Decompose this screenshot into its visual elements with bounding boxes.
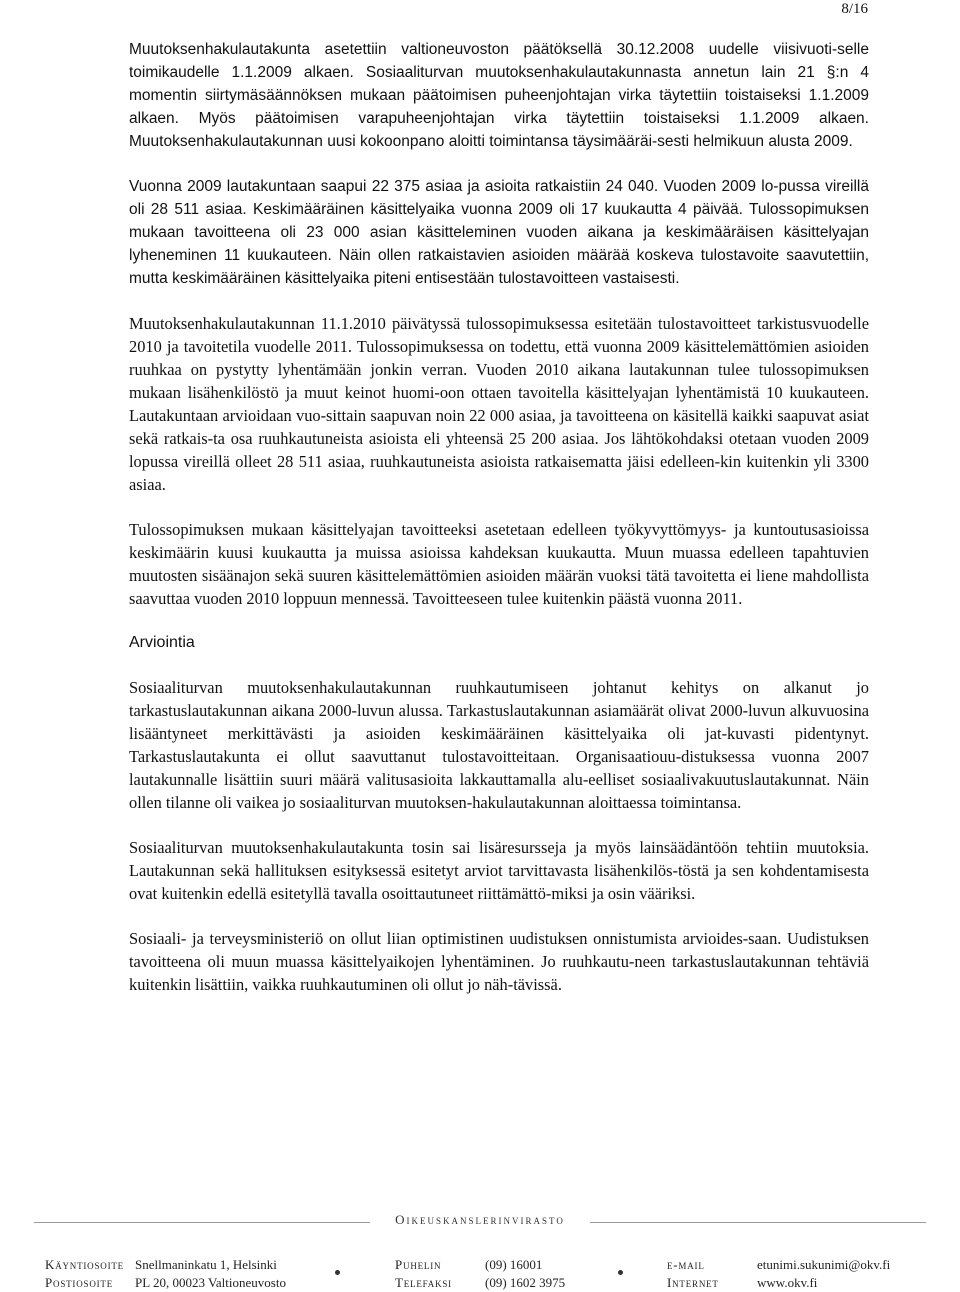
paragraph-4: Tulossopimuksen mukaan käsittelyajan tavoitteeksi asetetaan edelleen työkyvyttömyys- ja kuntoutusasioissa keskimäärin kuusi kuukautta ja muissa asioissa kahdeksan kuukautta. Muun muassa edelleen tapahtuvien muutosten sisäänajon sekä suuren käsittelemättömien asioiden määrän vuoksi tätä tavoitetta ei liene mahdollista saavuttaa vuoden 2010 loppuun mennessä. Tavoitteeseen tulee kuitenkin päästä vuonna 2011. <box>129 520 869 608</box>
fax-label: Telefaksi <box>395 1275 452 1290</box>
paragraph-1: Muutoksenhakulautakunta asetettiin valtioneuvoston päätöksellä 30.12.2008 uudelle viisivuoti-selle toimikaudelle 1.1.2009 alkaen. Sosiaaliturvan muutoksenhakulautakunnasta annetun lain 21 §:n 4 momentin siirtymäsäännöksen mukaan päätoimisen puheenjohtajan virka täytettiin toistaiseksi 1.1.2009 alkaen. Myös päätoimisen varapuheenjohtajan virka täytettiin toistaiseksi 1.1.2009 alkaen. Muutoksenhakulautakunnan uusi kokoonpano aloitti toimintansa täysimääräi-sesti helmikuun alusta 2009. <box>129 41 869 150</box>
visit-address-label: Käyntiosoite <box>45 1257 124 1272</box>
email-label: e-mail <box>667 1257 705 1272</box>
paragraph-3: Muutoksenhakulautakunnan 11.1.2010 päivätyssä tulossopimuksessa esitetään tulostavoitteet tarkistusvuodelle 2010 ja tavoitetila vuodelle 2011. Tulossopimuksessa on todettu, että vuonna 2009 käsittelemättömien asioiden ruuhkaa on pystytty lyhentämään jonkin verran. Vuoden 2010 aikana lautakunnan tulee tulossopimuksen mukaan lisähenkilöstö ja muut keinot huomi-oon ottaen tavoitella käsittelyajan lyhentämistä 10 kuukauteen. Lautakuntaan arvioidaan vuo-sittain saapuvan noin 22 000 asiaa, ja tavoitteena on käsitellä kaikki saapuvat asiat sekä ratkais-ta osa ruuhkautuneista asioista eli yhteensä 25 200 asiaa. Jos lähtökohdaksi otetaan vuoden 2009 lopussa vireillä olleet 28 511 asiaa, ruuhkautuneista asioista ratkaisematta jäisi edelleen-kin kuitenkin yli 3300 asiaa. <box>129 314 869 494</box>
postal-address-label: Postiosoite <box>45 1275 114 1290</box>
web-address[interactable]: www.okv.fi <box>757 1275 818 1290</box>
footer-divider-right <box>590 1222 926 1223</box>
web-label: Internet <box>667 1275 719 1290</box>
section-heading: Arviointia <box>129 634 195 651</box>
fax-number: (09) 1602 3975 <box>485 1275 566 1290</box>
footer-brand: Oikeuskanslerinvirasto <box>395 1212 565 1227</box>
footer-bullet-icon <box>618 1270 623 1275</box>
footer-contact <box>45 1256 925 1292</box>
phone-number: (09) 16001 <box>485 1257 543 1272</box>
paragraph-6: Sosiaaliturvan muutoksenhakulautakunta tosin sai lisäresursseja ja myös lainsäädäntöön tehtiin muutoksia. Lautakunnan sekä hallituksen esityksessä esitetyt arviot tarvittavasta lisähenkilös-töstä ja sen kohdentamisesta ovat kuitenkin edellä esitetyllä tavalla osoittautuneet riittämättö-miksi ja osin vääriksi. <box>129 838 869 903</box>
visit-address: Snellmaninkatu 1, Helsinki <box>135 1257 277 1272</box>
footer-divider-left <box>34 1222 370 1223</box>
phone-label: Puhelin <box>395 1257 442 1272</box>
page-number: 8/16 <box>841 1 868 17</box>
paragraph-2: Vuonna 2009 lautakuntaan saapui 22 375 asiaa ja asioita ratkaistiin 24 040. Vuoden 2009 lo-pussa vireillä oli 28 511 asiaa. Keskimääräinen käsittelyaika vuonna 2009 oli 17 kuukautta 4 päivää. Tulossopimuksen mukaan tavoitteena oli 23 000 asian käsitteleminen vuoden aikana ja keskimääräisen käsittelyajan lyheneminen 11 kuukauteen. Näin ollen ratkaistavien asioiden määrää koskeva tulostavoite saavutettiin, mutta keskimääräinen käsittelyaika piteni entisestään tulostavoitteen vastaisesti. <box>129 178 869 287</box>
paragraph-5: Sosiaaliturvan muutoksenhakulautakunnan ruuhkautumiseen johtanut kehitys on alkanut jo tarkastuslautakunnan aikana 2000-luvun alussa. Tarkastuslautakunnan asiamäärät olivat 2000-luvun alkuvuosina lisääntyneet merkittävästi ja asioiden keskimääräinen käsittelyaika oli jat-kuvasti pidentynyt. Tarkastuslautakunta ei ollut saavuttanut tulostavoitteitaan. Organisaatiouu-distuksessa vuonna 2007 lautakunnalle lisättiin suuri määrä valitusasioita lakkauttamalla alu-eelliset sosiaalivakuutuslautakunnat. Näin ollen tilanne oli vaikea jo sosiaaliturvan muutoksen-hakulautakunnan aloittaessa toimintansa. <box>129 678 869 812</box>
footer-bullet-icon <box>335 1270 340 1275</box>
paragraph-7: Sosiaali- ja terveysministeriö on ollut liian optimistinen uudistuksen onnistumista arvioides-saan. Uudistuksen tavoitteena oli muun muassa käsittelyaikojen lyhentäminen. Jo ruuhkautu-neen tarkastuslautakunnan tehtäviä kuitenkin lisättiin, vaikka ruuhkautuminen oli ollut jo näh-tävissä. <box>129 929 869 994</box>
postal-address: PL 20, 00023 Valtioneuvosto <box>135 1275 286 1290</box>
document-body <box>129 38 869 1018</box>
email-address[interactable]: etunimi.sukunimi@okv.fi <box>757 1257 891 1272</box>
